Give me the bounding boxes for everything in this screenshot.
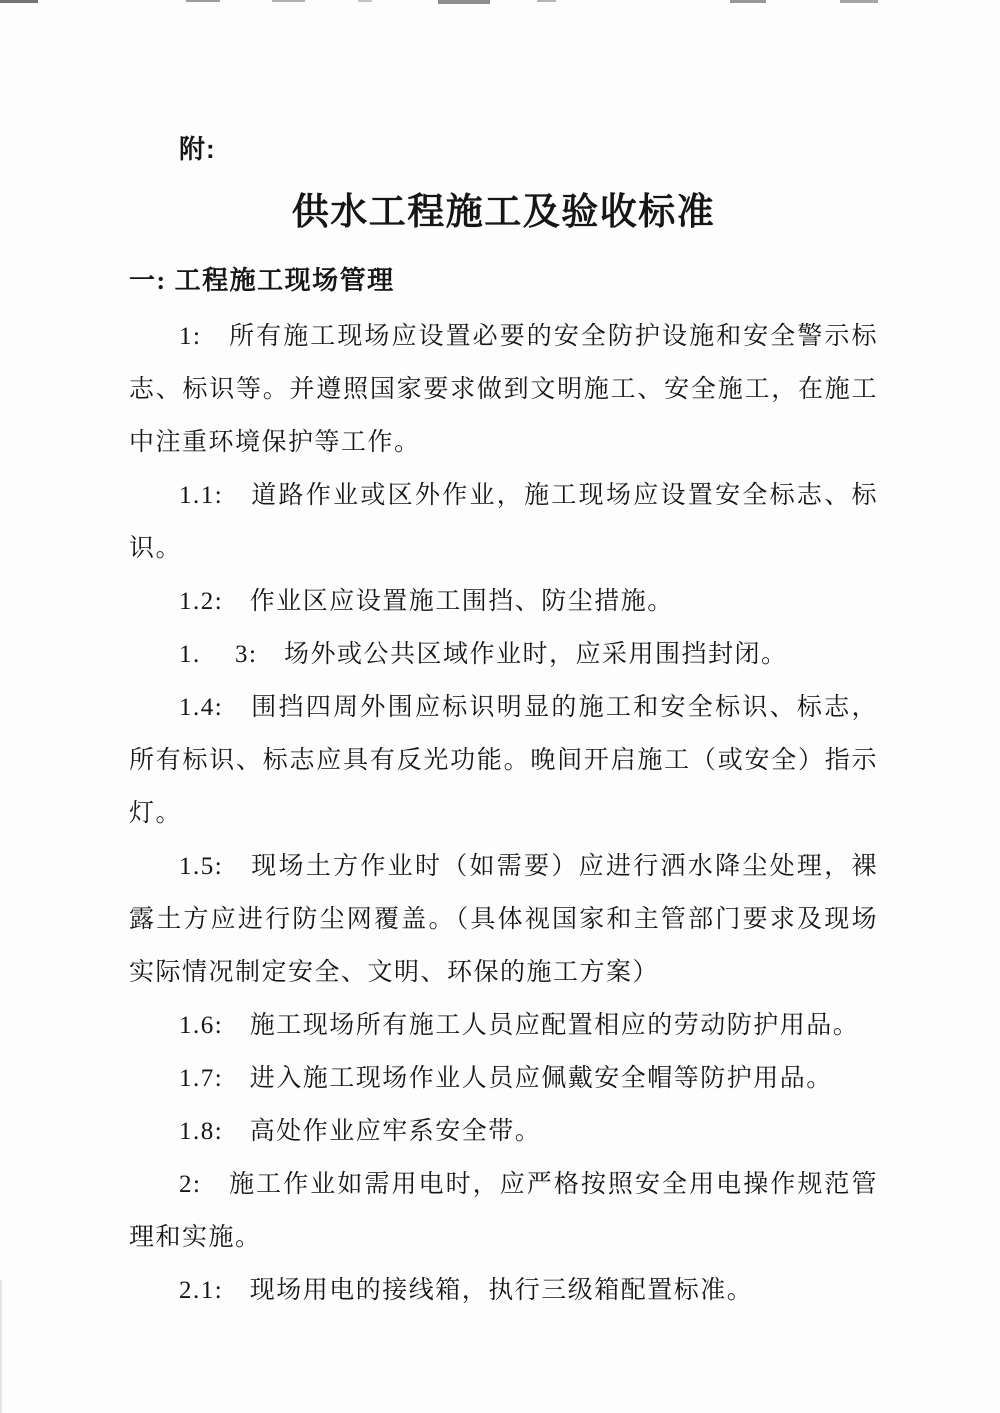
document-title: 供水工程施工及验收标准 — [291, 192, 716, 233]
scan-artifact — [0, 0, 38, 3]
scan-artifact — [272, 0, 305, 2]
body-line: 实际情况制定安全、文明、环保的施工方案） — [129, 959, 660, 986]
body-line: 理和实施。 — [129, 1224, 262, 1251]
attachment-label: 附: — [179, 134, 216, 164]
body-line: 中注重环境保护等工作。 — [129, 429, 421, 456]
body-line: 灯。 — [129, 800, 183, 827]
body-line: 识。 — [129, 535, 183, 562]
scan-artifact — [730, 0, 766, 3]
body-line: 所有标识、标志应具有反光功能。晚间开启施工（或安全）指示 — [129, 747, 878, 774]
document-content — [0, 129, 1000, 1317]
body-line: 1.5: 现场土方作业时（如需要）应进行洒水降尘处理，裸 — [179, 853, 878, 880]
scan-artifact — [840, 0, 878, 3]
body-line: 1.6: 施工现场所有施工人员应配置相应的劳动防护用品。 — [179, 1012, 860, 1039]
body-line: 1.7: 进入施工现场作业人员应佩戴安全帽等防护用品。 — [179, 1065, 833, 1092]
body-line: 2: 施工作业如需用电时，应严格按照安全用电操作规范管 — [179, 1171, 878, 1198]
body-line: 露土方应进行防尘网覆盖。（具体视国家和主管部门要求及现场 — [129, 906, 878, 933]
body-line: 2.1: 现场用电的接线箱，执行三级箱配置标准。 — [179, 1277, 754, 1304]
body-line: 志、标识等。并遵照国家要求做到文明施工、安全施工，在施工 — [129, 376, 878, 403]
scan-artifact — [537, 0, 556, 2]
scan-artifact — [438, 0, 490, 4]
body-line: 1.1: 道路作业或区外作业，施工现场应设置安全标志、标 — [179, 482, 878, 509]
scan-artifact — [186, 0, 220, 2]
document-body — [129, 310, 878, 1317]
body-line: 1.4: 围挡四周外围应标识明显的施工和安全标识、标志， — [179, 694, 878, 721]
body-line: 1: 所有施工现场应设置必要的安全防护设施和安全警示标 — [179, 323, 878, 350]
body-line: 1. 3: 场外或公共区域作业时，应采用围挡封闭。 — [179, 641, 788, 668]
section-heading: 一: 工程施工现场管理 — [129, 266, 395, 295]
body-line: 1.2: 作业区应设置施工围挡、防尘措施。 — [179, 588, 674, 615]
scan-artifact — [358, 0, 372, 2]
body-line: 1.8: 高处作业应牢系安全带。 — [179, 1118, 542, 1145]
